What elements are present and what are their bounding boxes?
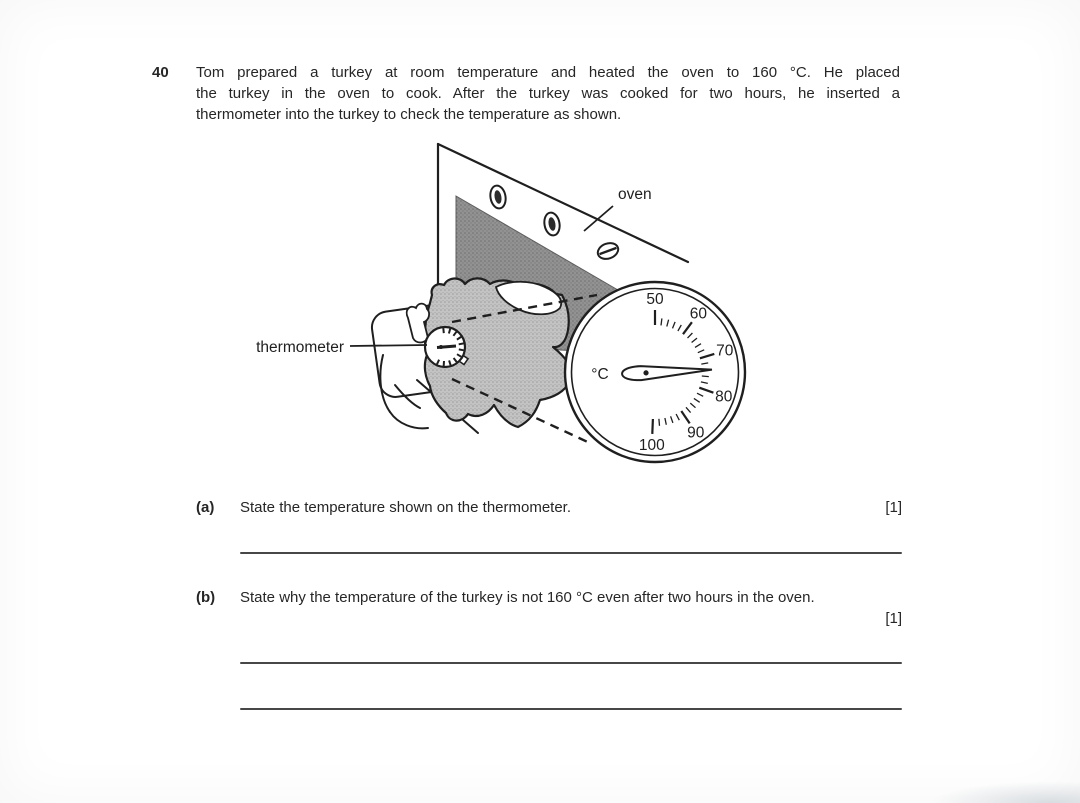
part-label: (a)	[196, 499, 215, 516]
small-thermometer-tick	[459, 343, 464, 344]
question-part-b	[196, 587, 902, 629]
question-number: 40	[152, 64, 169, 81]
dial-scale-label: 90	[687, 424, 705, 442]
dial-minor-tick	[702, 376, 709, 377]
part-text-line: oven.	[777, 589, 815, 606]
figure-svg	[225, 138, 777, 480]
part-text	[240, 587, 902, 608]
part-text: State the temperature shown on the thermometer.	[240, 499, 572, 516]
thermometer-pointer-line	[350, 345, 427, 346]
part-text-line: State why the temperature of the turkey is not 160 °C even after two hours in the	[240, 589, 774, 606]
intro-line: Tom prepared a turkey at room temperature and heated the oven to 160 °C. He placed	[196, 64, 900, 81]
oven-knob-icon	[596, 240, 621, 261]
answer-line[interactable]	[240, 662, 902, 664]
dial-scale-label: 100	[638, 436, 665, 454]
scan-artifact	[930, 781, 1080, 803]
dial-scale-label: 80	[715, 388, 733, 406]
small-thermometer-tick	[449, 329, 450, 334]
intro-line: thermometer into the turkey to check the temperature as shown.	[196, 106, 622, 123]
dial-scale-label: 60	[689, 305, 708, 323]
answer-line[interactable]	[240, 552, 902, 554]
dial-minor-tick	[659, 419, 660, 426]
question-intro	[196, 62, 900, 125]
marks-badge: [1]	[885, 610, 902, 627]
dial-minor-tick	[661, 318, 662, 325]
answer-line[interactable]	[240, 708, 902, 710]
small-thermometer-tick	[443, 328, 444, 333]
thermometer-dial	[565, 282, 745, 462]
figure-turkey-oven	[225, 138, 777, 480]
oven-pointer-line	[584, 206, 613, 231]
small-thermometer-tick	[459, 349, 464, 350]
dial-scale-label: 70	[716, 342, 734, 360]
thermometer-label: thermometer	[256, 339, 344, 356]
oven-knob-icon	[489, 184, 508, 209]
oven-knob-icon	[543, 211, 562, 236]
intro-line: the turkey in the oven to cook. After the turkey was cooked for two hours, he inserted a	[196, 85, 900, 102]
dial-unit-label: °C	[591, 366, 609, 383]
question-part-a	[196, 497, 902, 518]
marks-badge: [1]	[885, 499, 902, 516]
dial-scale-label: 50	[646, 291, 664, 308]
dial-major-tick	[652, 419, 653, 434]
part-label: (b)	[196, 589, 216, 606]
small-thermometer-pivot	[439, 345, 443, 349]
oven-label: oven	[618, 186, 652, 203]
